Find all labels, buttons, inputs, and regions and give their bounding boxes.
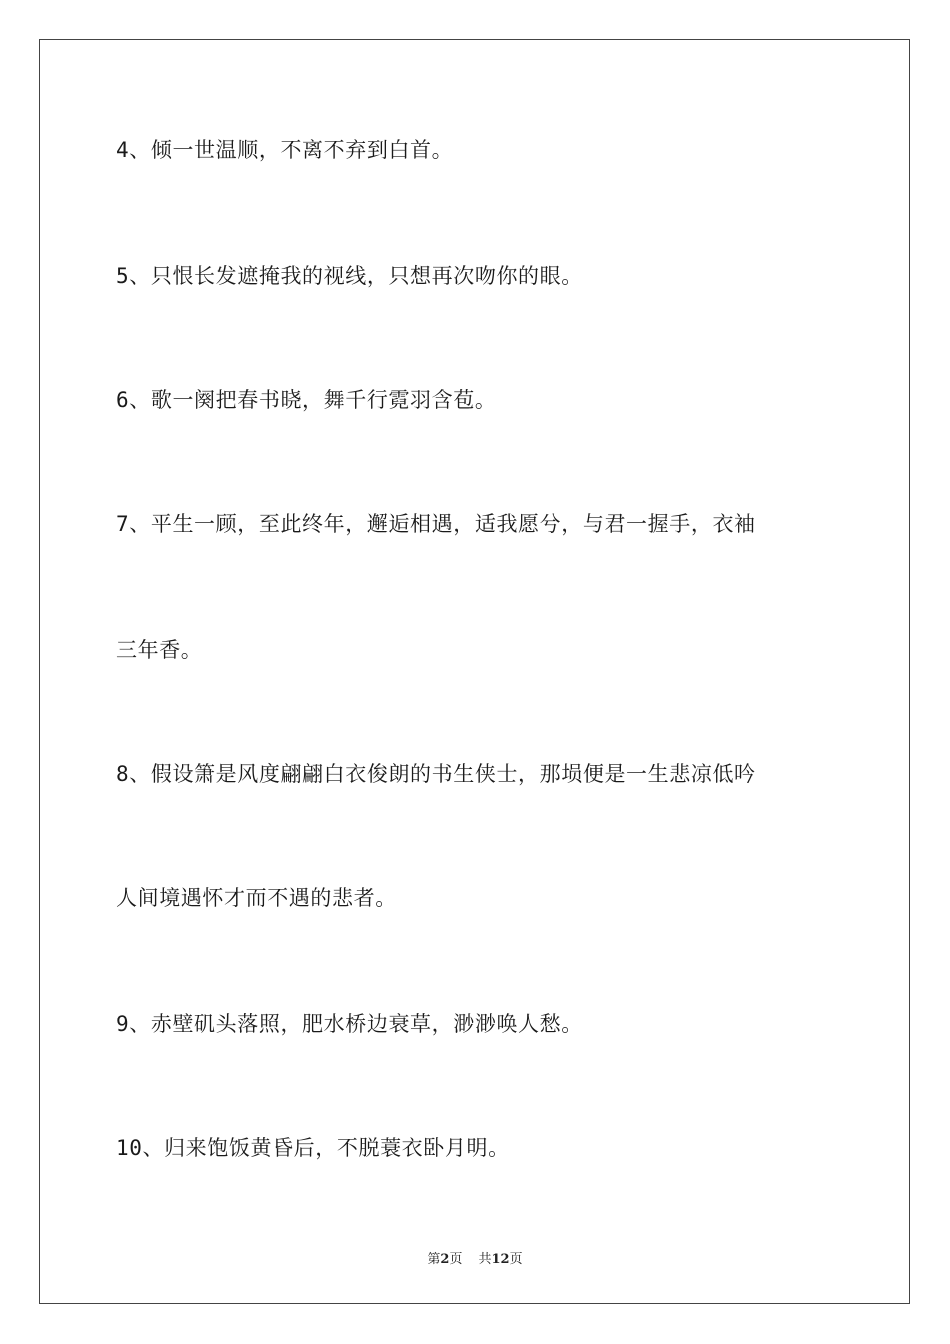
text-line-3: 6、歌一阕把春书晓，舞千行霓羽含苞。 [116, 388, 497, 412]
text-line-4: 7、平生一顾，至此终年，邂逅相遇，适我愿兮，与君一握手，衣袖 [116, 512, 756, 536]
page-suffix: 页 [449, 1252, 463, 1267]
text-line-2: 5、只恨长发遮掩我的视线，只想再次吻你的眼。 [116, 264, 583, 288]
page-number: 2 [440, 1252, 450, 1267]
text-line-5: 三年香。 [116, 638, 203, 662]
page-frame [39, 39, 910, 1304]
text-line-7: 人间境遇怀才而不遇的悲者。 [116, 886, 397, 910]
text-line-6: 8、假设箫是风度翩翩白衣俊朗的书生侠士，那埙便是一生悲凉低吟 [116, 762, 756, 786]
text-line-9: 10、归来饱饭黄昏后，不脱蓑衣卧月明。 [116, 1136, 510, 1160]
page-prefix: 第 [427, 1252, 441, 1267]
total-suffix: 页 [509, 1252, 523, 1267]
text-line-1: 4、倾一世温顺，不离不弃到白首。 [116, 138, 454, 162]
total-pages: 12 [491, 1252, 510, 1267]
page-footer [0, 1248, 950, 1267]
total-prefix: 共 [478, 1252, 492, 1267]
text-line-8: 9、赤壁矶头落照，肥水桥边衰草，渺渺唤人愁。 [116, 1012, 583, 1036]
